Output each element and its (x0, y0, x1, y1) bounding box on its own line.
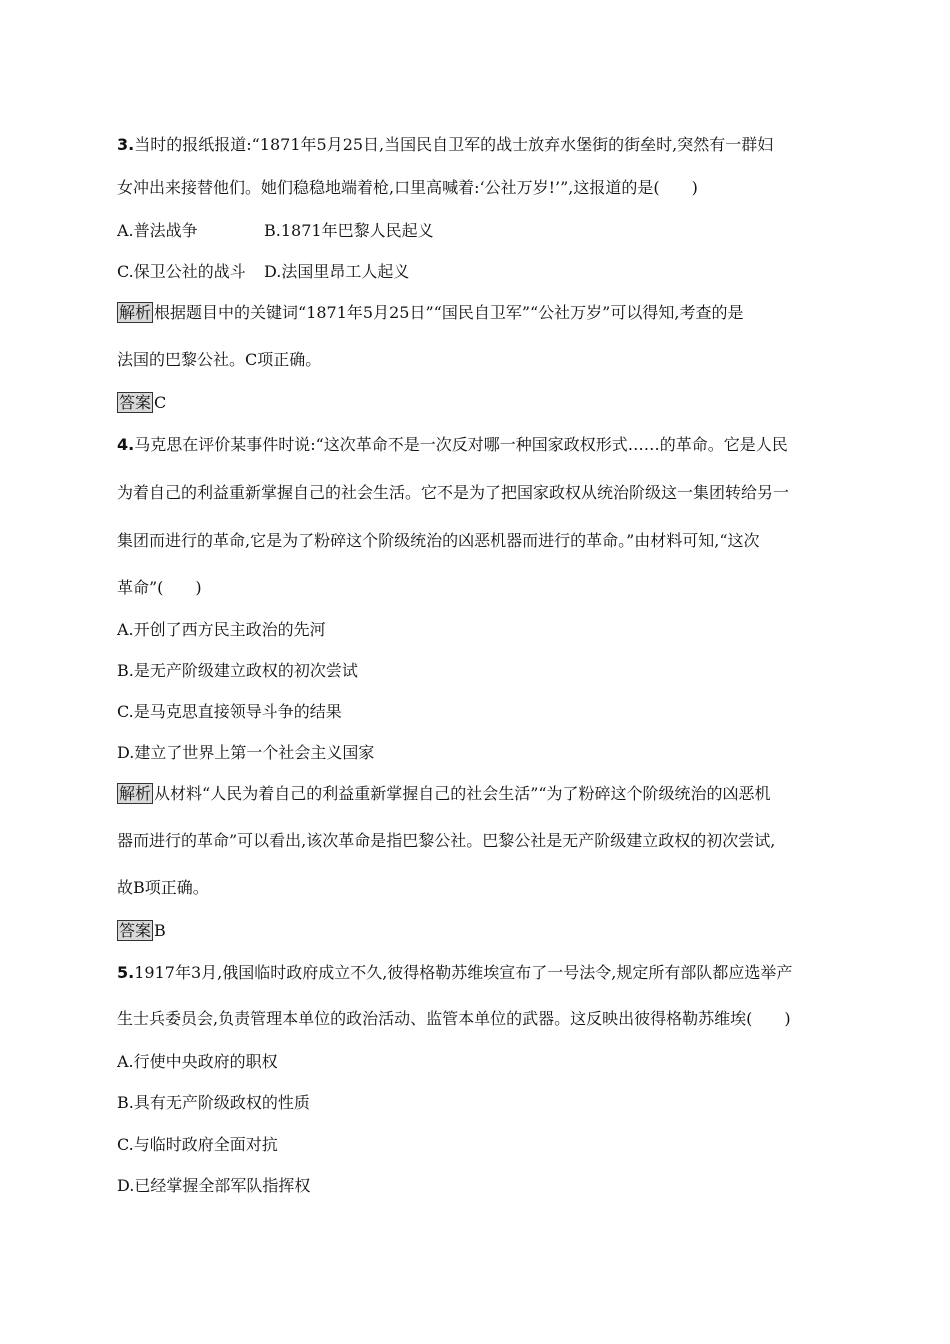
q3-option-a: A.普法战争 (117, 221, 198, 240)
q3-stem-line-2: 女冲出来接替他们。她们稳稳地端着枪,口里高喊着:‘公社万岁!’”,这报道的是( ) (117, 178, 698, 197)
q5-option-c: C.与临时政府全面对抗 (117, 1135, 278, 1154)
q4-answer-tag: 答案 (119, 921, 152, 940)
q4-analysis-line-1 (117, 783, 771, 805)
q4-option-b: B.是无产阶级建立政权的初次尝试 (117, 661, 358, 680)
q3-analysis-text-1: 根据题目中的关键词“1871年5月25日”“国民自卫军”“公社万岁”可以得知,考查的是 (154, 303, 744, 322)
q3-number: 3. (117, 135, 135, 154)
q3-options-row-1 (117, 220, 434, 242)
q4-option-d: D.建立了世界上第一个社会主义国家 (117, 743, 375, 762)
q4-analysis-tag: 解析 (119, 784, 152, 803)
q4-stem-line-2: 为着自己的利益重新掌握自己的社会生活。它不是为了把国家政权从统治阶级这一集团转给另一 (117, 483, 790, 502)
q3-options-row-2 (117, 261, 410, 283)
q5-option-a: A.行使中央政府的职权 (117, 1052, 278, 1071)
q5-option-b: B.具有无产阶级政权的性质 (117, 1093, 310, 1112)
q3-answer-value: C (154, 393, 167, 412)
q4-stem-line-1 (117, 434, 788, 456)
q4-answer-line (117, 920, 166, 942)
q3-stem-line-1 (117, 134, 773, 156)
q3-stem-text-1: 当时的报纸报道:“1871年5月25日,当国民自卫军的战士放弃水堡街的街垒时,突然有一群妇 (134, 135, 774, 154)
q5-number: 5. (117, 963, 135, 982)
q5-option-d: D.已经掌握全部军队指挥权 (117, 1176, 311, 1195)
q4-analysis-text-1: 从材料“人民为着自己的利益重新掌握自己的社会生活”“为了粉碎这个阶级统治的凶恶机 (154, 784, 771, 803)
q4-stem-line-4: 革命”( ) (117, 578, 202, 597)
q4-number: 4. (117, 435, 135, 454)
q3-answer-line (117, 392, 166, 414)
q3-analysis-line-2: 法国的巴黎公社。C项正确。 (117, 350, 322, 369)
q3-option-d: D.法国里昂工人起义 (264, 262, 410, 281)
q5-stem-text-1: 1917年3月,俄国临时政府成立不久,彼得格勒苏维埃宣布了一号法令,规定所有部队都应选举产 (134, 963, 793, 982)
q3-analysis-line-1 (117, 302, 743, 324)
q4-option-a: A.开创了西方民主政治的先河 (117, 620, 326, 639)
q3-option-b: B.1871年巴黎人民起义 (264, 221, 434, 240)
q5-stem-line-2: 生士兵委员会,负责管理本单位的政治活动、监管本单位的武器。这反映出彼得格勒苏维埃( ) (117, 1009, 791, 1028)
q4-option-c: C.是马克思直接领导斗争的结果 (117, 702, 342, 721)
q3-answer-tag: 答案 (119, 393, 152, 412)
q3-analysis-tag: 解析 (119, 303, 152, 322)
q4-analysis-line-2: 器而进行的革命”可以看出,该次革命是指巴黎公社。巴黎公社是无产阶级建立政权的初次尝试, (117, 831, 776, 850)
q4-analysis-line-3: 故B项正确。 (117, 878, 209, 897)
q3-option-c: C.保卫公社的战斗 (117, 262, 246, 281)
q4-stem-text-1: 马克思在评价某事件时说:“这次革命不是一次反对哪一种国家政权形式……的革命。它是人民 (134, 435, 788, 454)
q5-stem-line-1 (117, 962, 792, 984)
q4-stem-line-3: 集团而进行的革命,它是为了粉碎这个阶级统治的凶恶机器而进行的革命。”由材料可知,“这次 (117, 531, 760, 550)
q4-answer-value: B (154, 921, 166, 940)
